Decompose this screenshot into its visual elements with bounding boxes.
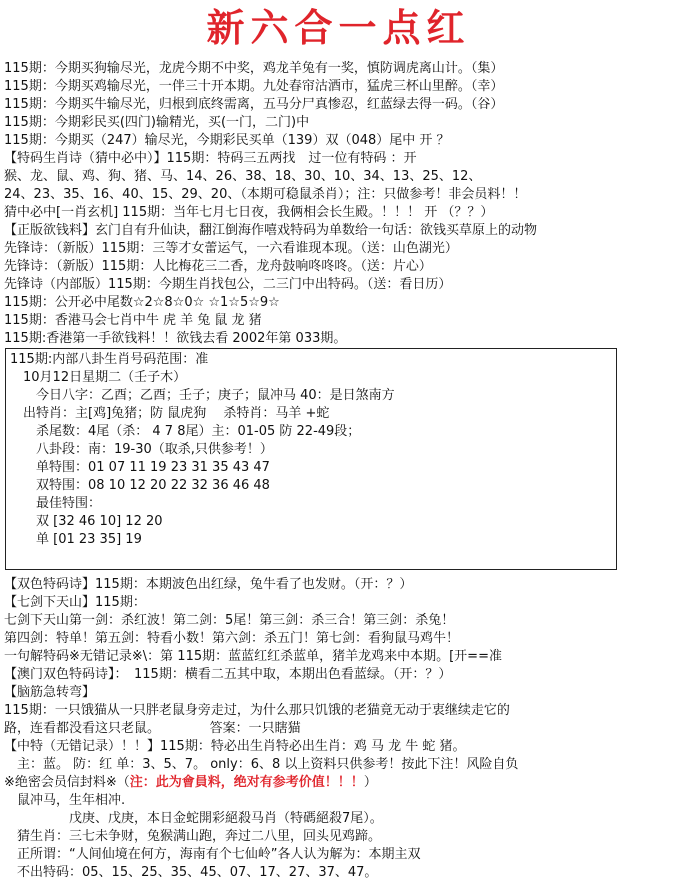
notice-prefix: ※绝密会员信封料※（: [4, 775, 130, 790]
text-line: 【正版欲钱料】玄门自有升仙诀，翻江倒海作嘻戏特码为单数给一句话：欲钱买草原上的动物: [4, 223, 538, 238]
text-line: 猜生肖：三七未争财，兔猴满山跑，奔过二八里，回头见鸡蹄。: [4, 829, 382, 844]
text-line: 【七剑下天山】115期：: [4, 595, 146, 610]
text-line: 【中特（无错记录）！！】115期：特必出生肖特必出生肖：鸡 马 龙 牛 蛇 猪。: [4, 739, 466, 754]
text-line: 主：蓝。 防：红 单：3、5、7。 only：6、8 以上资料只供参考！按此下注！风险自负: [4, 757, 519, 772]
text-line: 115期:香港第一手欲钱料！！欲钱去看 2002年第 033期。: [4, 331, 347, 346]
text-line: 不出特码：05、15、25、35、45、07、17、27、37、47。: [4, 865, 378, 880]
text-line: 猴、龙、鼠、鸡、狗、猪、马、14、26、38、18、30、10、34、13、25、12、: [4, 169, 482, 184]
text-line: 115期：今期彩民买(四门)输精光，买(一门，二门)中: [4, 115, 310, 130]
text-line: 正所谓：“人间仙境在何方，海南有个七仙岭”各人认为解为：本期主双: [4, 847, 421, 862]
text-line: 24、23、35、16、40、15、29、20、（本期可稳鼠杀肖）；注：只做参考！非会员料！！: [4, 187, 527, 202]
bagua-box: [5, 348, 617, 570]
text-line: 115期：香港马会七肖中牛 虎 羊 兔 鼠 龙 猪: [4, 313, 262, 328]
text-line: 第四剑：特单！第五剑：特看小数！第六剑：杀五门！第七剑：看狗鼠马鸡牛！: [4, 631, 460, 646]
box-line: 今日八字：乙酉；乙酉；壬子；庚子；鼠冲马 40：是日煞南方: [10, 388, 395, 403]
text-line: 115期：今期买（247）输尽光，今期彩民买单（139）双（048）尾中 开 ？: [4, 133, 450, 148]
text-line: 115期：一只饿猫从一只胖老鼠身旁走过，为什么那只饥饿的老猫竟无动于衷继续走它的: [4, 703, 510, 718]
box-line: 双特围：08 10 12 20 22 32 36 46 48: [10, 478, 270, 493]
text-line: 猜中必中[一肖玄机] 115期：当年七月七日夜，我俩相会长生殿。！！！ 开 （？？）: [4, 205, 494, 220]
text-line: 【脑筋急转弯】: [4, 685, 96, 700]
box-line: 出特肖：主[鸡]兔猪；防 鼠虎狗 杀特肖：马羊 +蛇: [10, 406, 330, 421]
notice-line: [4, 774, 672, 792]
text-line: 115期：公开必中尾数☆2☆8☆0☆ ☆1☆5☆9☆: [4, 295, 280, 310]
box-line: 双 [32 46 10] 12 20: [10, 514, 163, 529]
text-line: 一句解特码※无错记录※\：第 115期：蓝蓝红红杀蓝单，猪羊龙鸡来中本期。[开==准: [4, 649, 502, 664]
text-line: 先锋诗：（新版）115期：人比梅花三二香，龙舟鼓响咚咚咚。（送：片心）: [4, 259, 432, 274]
text-line: 【特码生肖诗（猜中必中）】115期：特码三五两找 过一位有特码 ：开: [4, 151, 417, 166]
box-line: 杀尾数：4尾（杀： 4 7 8尾）主：01-05 防 22-49段；: [10, 424, 361, 439]
text-line: 路，连看都没看这只老鼠。 答案：一只瞎猫: [4, 721, 301, 736]
text-line: 先锋诗：（新版）115期：三等才女蕾运气，一六看谁现本现。（送：山色湖光）: [4, 241, 458, 256]
box-line: 115期:内部八卦生肖号码范围：准: [10, 352, 209, 367]
box-line: 八卦段：南：19-30（取杀,只供参考！）: [10, 442, 273, 457]
box-line: 最佳特围：: [10, 496, 102, 511]
notice-suffix: ）: [363, 775, 377, 790]
page-title: 新六合一点红: [206, 5, 471, 50]
text-line: 戊庚、戊庚，本日金蛇開彩絕殺马肖（特碼絕殺7尾）。: [4, 811, 383, 826]
text-line: 七剑下天山第一剑：杀红波！第二剑：5尾！第三剑：杀三合！第三剑：杀兔！: [4, 613, 455, 628]
notice-red-text: 注：此为會員料，绝对有参考价值！！！: [129, 775, 364, 790]
text-line: 先锋诗（内部版）115期：今期生肖找包公，二三门中出特码。（送：看日历）: [4, 277, 452, 292]
box-line: 单特围：01 07 11 19 23 31 35 43 47: [10, 460, 270, 475]
text-line: 鼠冲马，生年相冲.: [4, 793, 126, 808]
text-line: 【澳门双色特码诗】： 115期：横看二五其中取，本期出色看蓝绿。（开：？）: [4, 667, 452, 682]
text-line: 115期：今期买牛输尽光，归根到底终需离，五马分尸真惨忍，红蓝绿去得一码。（谷）: [4, 97, 504, 112]
text-line: 115期：今期买鸡输尽光，一伴三十开本期。九处春帘沽酒市，猛虎三杯山里醉。（幸）: [4, 79, 504, 94]
text-line: 115期：今期买狗输尽光，龙虎今期不中奖，鸡龙羊兔有一奖，慎防调虎离山计。（集）: [4, 61, 504, 76]
box-line: 10月12日星期二（壬子木）: [10, 370, 187, 385]
text-line: 【双色特码诗】115期：本期波色出红绿，兔牛看了也发财。（开：？）: [4, 577, 413, 592]
box-line: 单 [01 23 35] 19: [10, 532, 142, 547]
